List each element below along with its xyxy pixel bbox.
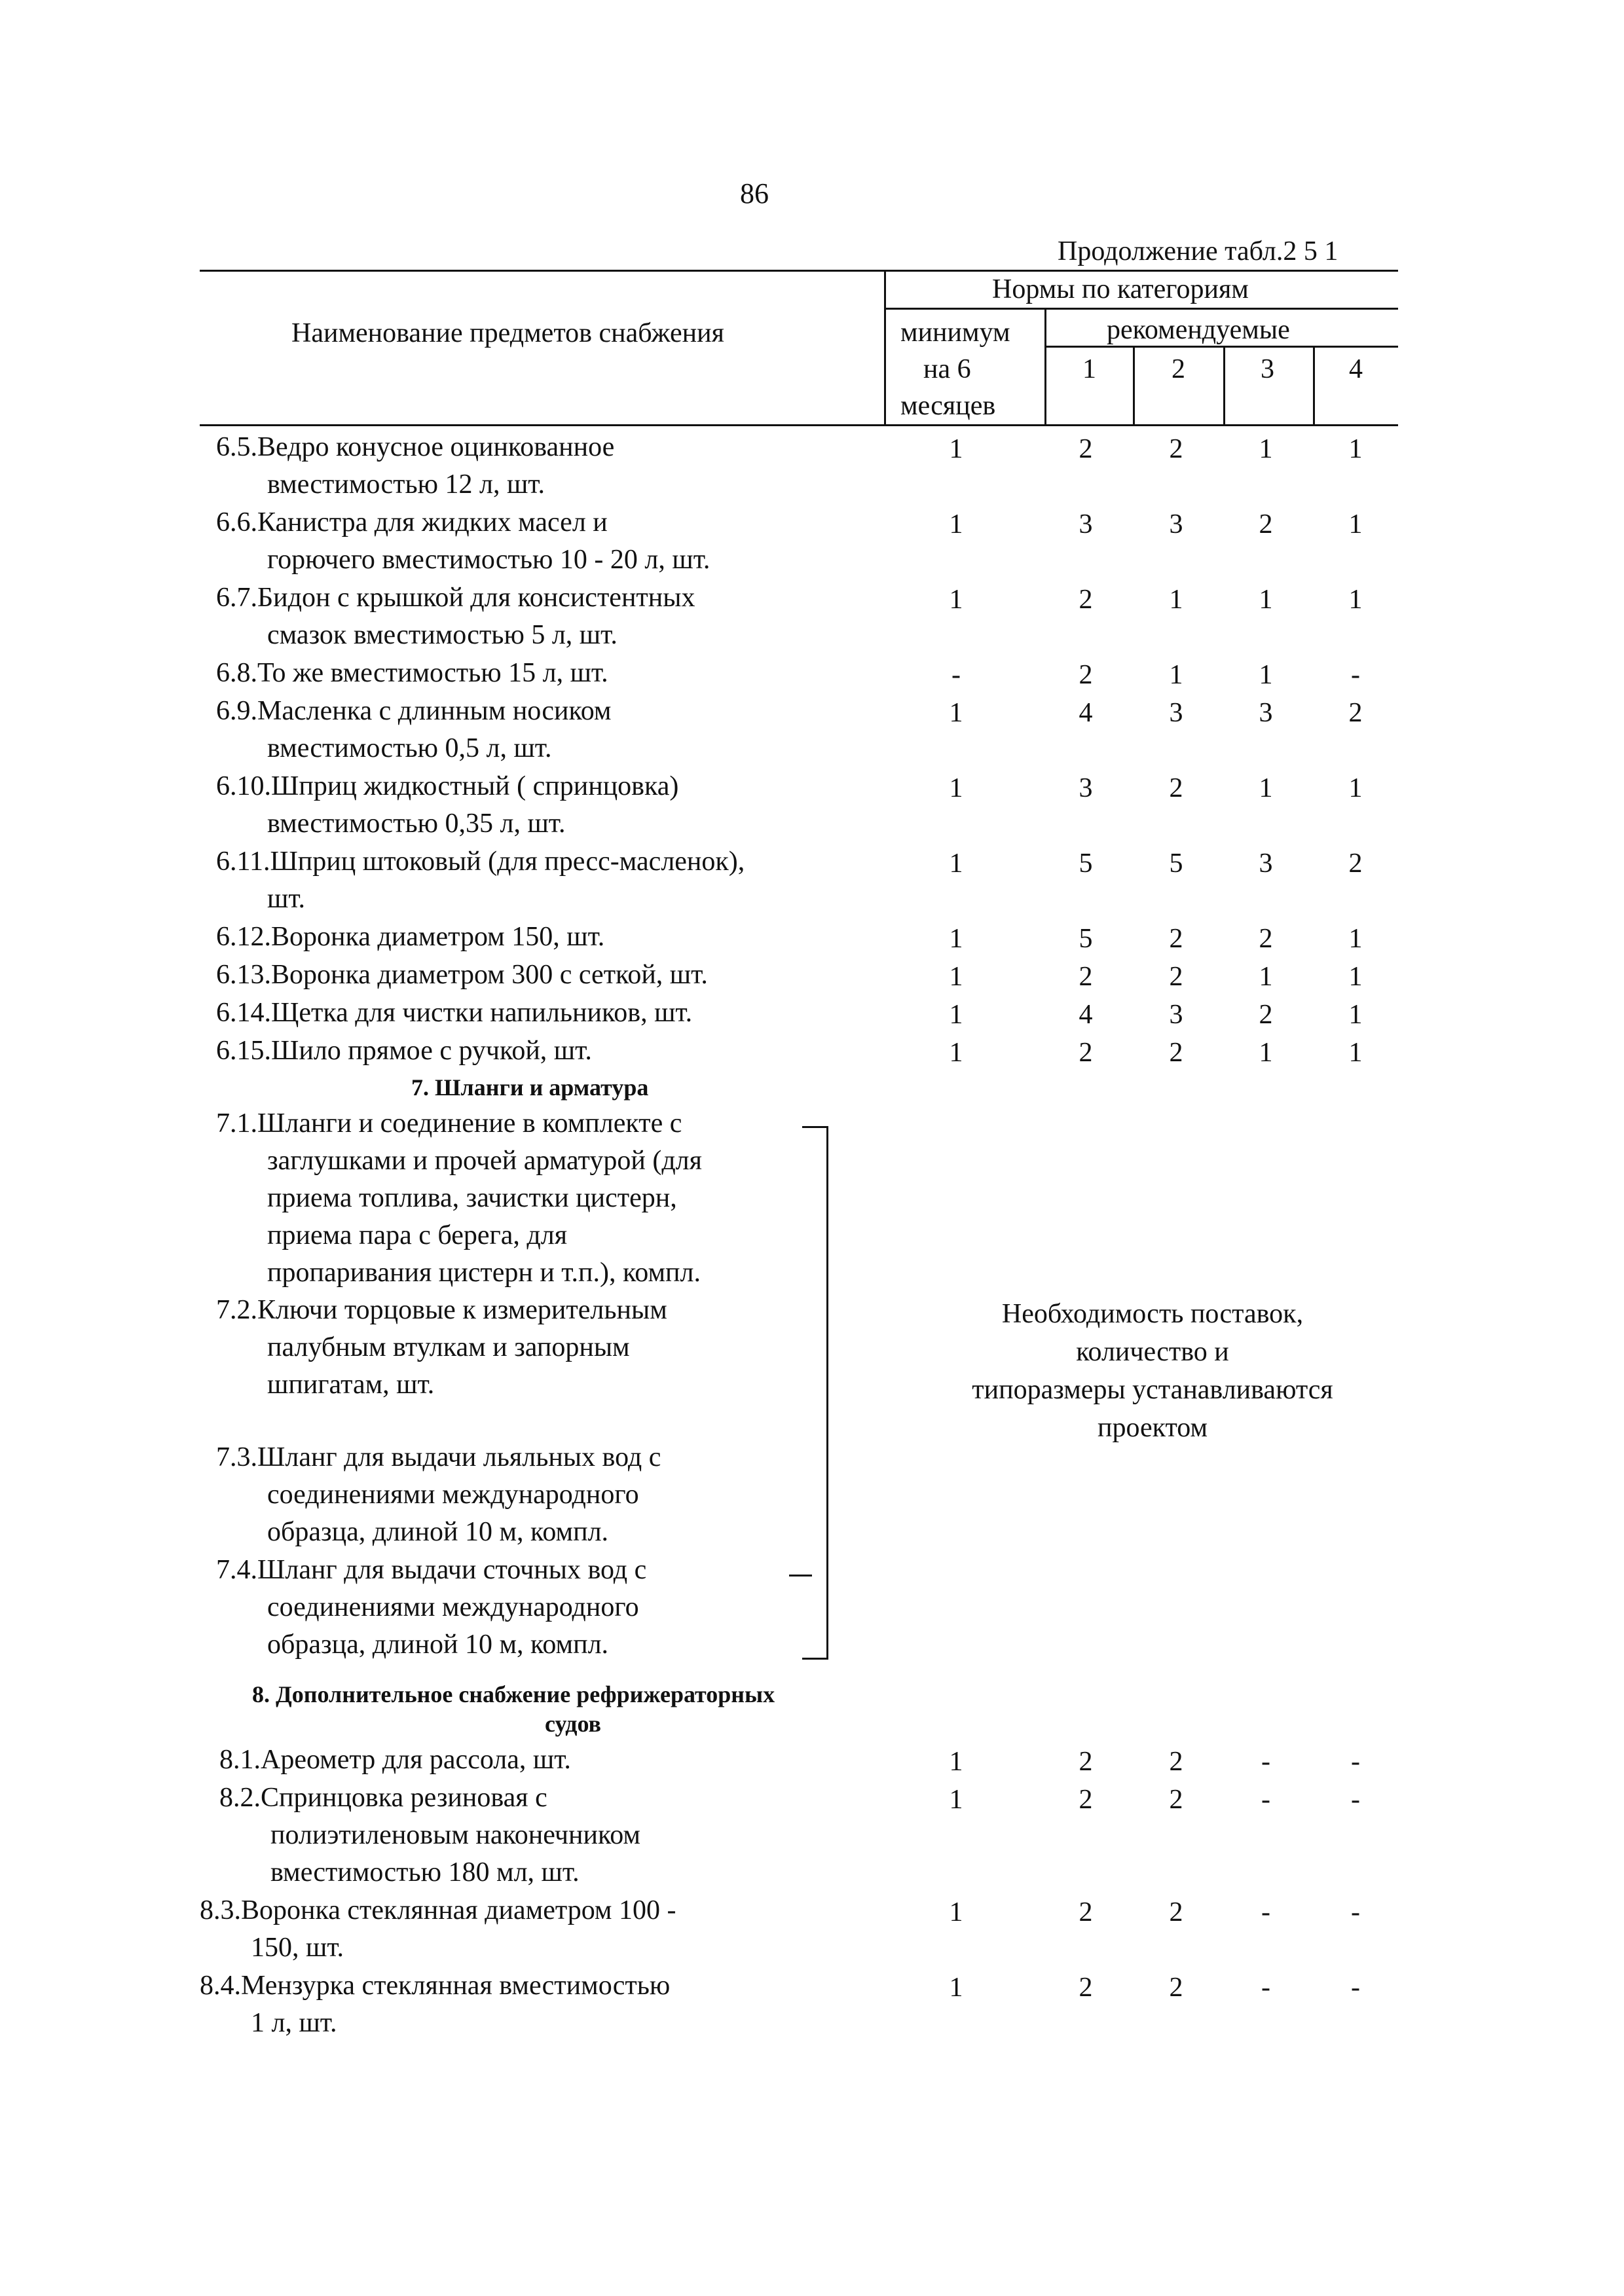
row-text: 6.15.Шило прямое с ручкой, шт. <box>216 1036 592 1066</box>
table-cell: 1 <box>949 848 963 879</box>
table-cell: 2 <box>1079 1973 1093 2003</box>
table-row <box>216 1032 592 1070</box>
table-cell: 3 <box>1169 509 1183 539</box>
header-minimum: на 6 <box>923 354 971 384</box>
row-text: образца, длиной 10 м, компл. <box>267 1630 609 1660</box>
row-text: соединениями международного <box>267 1592 639 1622</box>
bracket <box>826 1126 828 1660</box>
table-cell: 1 <box>1348 585 1363 615</box>
table-cell: 2 <box>1169 773 1183 803</box>
row-text: 1 л, шт. <box>251 2008 337 2038</box>
row-text: смазок вместимостью 5 л, шт. <box>267 620 618 650</box>
table-cell: - <box>951 660 961 690</box>
row-text: приема топлива, зачистки цистерн, <box>267 1183 677 1213</box>
table-row <box>216 843 745 918</box>
table-continuation-label: Продолжение табл.2 5 1 <box>1058 236 1338 266</box>
table-cell: 1 <box>949 1000 963 1030</box>
section-title: 8. Дополнительное снабжение рефрижераторных <box>252 1681 775 1707</box>
row-text: 8.4.Мензурка стеклянная вместимостью <box>200 1971 671 2001</box>
bracket <box>802 1126 828 1128</box>
row-text: 8.3.Воронка стеклянная диаметром 100 - <box>200 1895 676 1925</box>
row-text: 6.5.Ведро конусное оцинкованное <box>216 432 615 462</box>
table-cell: 1 <box>1348 773 1363 803</box>
table-cell: 2 <box>1079 434 1093 464</box>
list-item <box>216 1552 646 1664</box>
table-cell: 1 <box>1259 773 1273 803</box>
row-text: заглушками и прочей арматурой (для <box>267 1146 702 1176</box>
header-category: 2 <box>1172 354 1185 384</box>
table-cell: 1 <box>1259 660 1273 690</box>
header-category: 4 <box>1349 354 1363 384</box>
table-row <box>219 1779 640 1891</box>
table-cell: 2 <box>1348 698 1363 728</box>
header-divider <box>884 270 886 424</box>
row-text: горючего вместимостью 10 - 20 л, шт. <box>267 545 710 575</box>
table-cell: - <box>1351 660 1360 690</box>
header-recommended: рекомендуемые <box>1107 315 1290 345</box>
table-cell: 5 <box>1169 848 1183 879</box>
table-cell: 2 <box>1079 1038 1093 1068</box>
note-line: Необходимость поставок, <box>1001 1299 1304 1329</box>
table-row <box>216 957 708 994</box>
row-text: вместимостью 12 л, шт. <box>267 469 545 500</box>
list-item <box>216 1439 661 1551</box>
table-cell: 5 <box>1079 848 1093 879</box>
table-cell: 2 <box>1259 509 1273 539</box>
table-row <box>200 1892 676 1967</box>
header-category: 3 <box>1261 354 1274 384</box>
table-cell: - <box>1351 1897 1360 1927</box>
table-cell: 1 <box>1348 509 1363 539</box>
table-cell: 3 <box>1259 848 1273 879</box>
list-item <box>216 1292 667 1404</box>
header-norms: Нормы по категориям <box>992 274 1249 304</box>
row-text: вместимостью 0,5 л, шт. <box>267 733 552 763</box>
row-text: 6.12.Воронка диаметром 150, шт. <box>216 922 605 952</box>
table-row <box>216 655 608 692</box>
header-recommended-rule <box>1044 346 1398 348</box>
table-cell: 1 <box>949 434 963 464</box>
table-row <box>216 919 604 956</box>
note-line: количество и <box>1076 1337 1229 1367</box>
header-category: 1 <box>1082 354 1096 384</box>
row-text: 7.2.Ключи торцовые к измерительным <box>216 1295 667 1325</box>
table-row <box>216 429 614 503</box>
table-cell: 2 <box>1169 1747 1183 1777</box>
row-text: 6.6.Канистра для жидких масел и <box>216 507 608 538</box>
header-top-rule <box>200 270 1398 272</box>
row-text: 6.8.То же вместимостью 15 л, шт. <box>216 658 608 688</box>
page-number: 86 <box>740 177 769 210</box>
section-title: судов <box>545 1711 601 1737</box>
row-text: 150, шт. <box>251 1933 344 1963</box>
table-cell: 1 <box>1169 585 1183 615</box>
table-cell: 1 <box>949 1747 963 1777</box>
header-divider <box>1223 346 1225 424</box>
table-cell: 2 <box>1169 1897 1183 1927</box>
table-cell: 1 <box>1169 660 1183 690</box>
supply-note <box>917 1295 1388 1447</box>
table-row <box>200 1967 670 2042</box>
row-text: 6.13.Воронка диаметром 300 с сеткой, шт. <box>216 960 708 990</box>
table-cell: 1 <box>949 1785 963 1815</box>
table-cell: 2 <box>1079 660 1093 690</box>
row-text: палубным втулкам и запорным <box>267 1332 630 1362</box>
table-cell: 2 <box>1169 1973 1183 2003</box>
table-cell: - <box>1261 1973 1270 2003</box>
table-cell: 1 <box>949 924 963 954</box>
bracket-tick <box>789 1575 812 1576</box>
table-cell: 3 <box>1259 698 1273 728</box>
row-text: 8.1.Ареометр для рассола, шт. <box>219 1745 571 1775</box>
row-text: 7.3.Шланг для выдачи льяльных вод с <box>216 1442 661 1472</box>
row-text: 7.4.Шланг для выдачи сточных вод с <box>216 1555 647 1585</box>
row-text: 8.2.Спринцовка резиновая с <box>219 1783 547 1813</box>
table-cell: 2 <box>1169 434 1183 464</box>
header-divider <box>1133 346 1135 424</box>
table-cell: 1 <box>1348 962 1363 992</box>
row-text: 6.14.Щетка для чистки напильников, шт. <box>216 998 693 1028</box>
table-row <box>219 1741 571 1779</box>
table-cell: 1 <box>1348 924 1363 954</box>
section-title: 7. Шланги и арматура <box>411 1074 649 1101</box>
header-minimum: месяцев <box>900 391 996 421</box>
table-cell: 4 <box>1079 1000 1093 1030</box>
header-divider <box>1044 308 1046 424</box>
table-row <box>216 579 695 654</box>
table-cell: 1 <box>1348 434 1363 464</box>
row-text: образца, длиной 10 м, компл. <box>267 1517 609 1547</box>
table-cell: 3 <box>1079 509 1093 539</box>
table-cell: 1 <box>1259 585 1273 615</box>
row-text: пропаривания цистерн и т.п.), компл. <box>267 1258 701 1288</box>
row-text: 6.11.Шприц штоковый (для пресс-масленок), <box>216 847 745 877</box>
table-cell: 2 <box>1169 924 1183 954</box>
row-text: 6.10.Шприц жидкостный ( спринцовка) <box>216 771 679 801</box>
row-text: 7.1.Шланги и соединение в комплекте с <box>216 1108 682 1139</box>
table-cell: 1 <box>949 1897 963 1927</box>
list-item <box>216 1105 702 1292</box>
table-cell: 1 <box>1259 434 1273 464</box>
table-cell: 1 <box>949 1973 963 2003</box>
table-cell: 1 <box>949 585 963 615</box>
header-item-name: Наименование предметов снабжения <box>291 318 724 348</box>
table-cell: 1 <box>949 698 963 728</box>
table-cell: 2 <box>1079 585 1093 615</box>
table-cell: 2 <box>1079 1897 1093 1927</box>
table-cell: 2 <box>1169 1038 1183 1068</box>
table-cell: 1 <box>1348 1000 1363 1030</box>
table-cell: - <box>1351 1747 1360 1777</box>
table-cell: 1 <box>949 509 963 539</box>
row-text: шпигатам, шт. <box>267 1370 435 1400</box>
table-cell: - <box>1261 1785 1270 1815</box>
table-cell: 3 <box>1079 773 1093 803</box>
row-text: вместимостью 0,35 л, шт. <box>267 809 566 839</box>
table-cell: - <box>1351 1785 1360 1815</box>
table-row <box>216 504 710 579</box>
row-text: 6.9.Масленка с длинным носиком <box>216 696 612 726</box>
table-row <box>216 768 678 843</box>
row-text: приема пара с берега, для <box>267 1220 568 1250</box>
header-bottom-rule <box>200 424 1398 426</box>
row-text: вместимостью 180 мл, шт. <box>270 1857 580 1887</box>
table-cell: 1 <box>1259 1038 1273 1068</box>
table-cell: - <box>1351 1973 1360 2003</box>
table-cell: 1 <box>1259 962 1273 992</box>
bracket <box>802 1658 828 1660</box>
table-cell: 2 <box>1079 1747 1093 1777</box>
row-text: шт. <box>267 884 306 914</box>
table-cell: 4 <box>1079 698 1093 728</box>
table-cell: 1 <box>949 773 963 803</box>
table-cell: - <box>1261 1747 1270 1777</box>
header-minimum: минимум <box>900 318 1010 348</box>
table-cell: 2 <box>1259 1000 1273 1030</box>
table-cell: - <box>1261 1897 1270 1927</box>
note-line: проектом <box>1097 1413 1208 1443</box>
table-row <box>216 994 692 1032</box>
row-text: соединениями международного <box>267 1480 639 1510</box>
table-cell: 5 <box>1079 924 1093 954</box>
note-line: типоразмеры устанавливаются <box>972 1375 1333 1405</box>
table-row <box>216 693 612 767</box>
table-cell: 2 <box>1169 1785 1183 1815</box>
table-cell: 3 <box>1169 1000 1183 1030</box>
table-cell: 2 <box>1079 1785 1093 1815</box>
table-cell: 2 <box>1169 962 1183 992</box>
row-text: полиэтиленовым наконечником <box>270 1820 641 1850</box>
table-cell: 2 <box>1348 848 1363 879</box>
header-divider <box>1313 346 1315 424</box>
table-cell: 1 <box>949 1038 963 1068</box>
table-cell: 3 <box>1169 698 1183 728</box>
table-cell: 2 <box>1079 962 1093 992</box>
row-text: 6.7.Бидон с крышкой для консистентных <box>216 583 695 613</box>
table-cell: 2 <box>1259 924 1273 954</box>
table-cell: 1 <box>949 962 963 992</box>
header-norms-rule <box>884 308 1398 310</box>
table-cell: 1 <box>1348 1038 1363 1068</box>
